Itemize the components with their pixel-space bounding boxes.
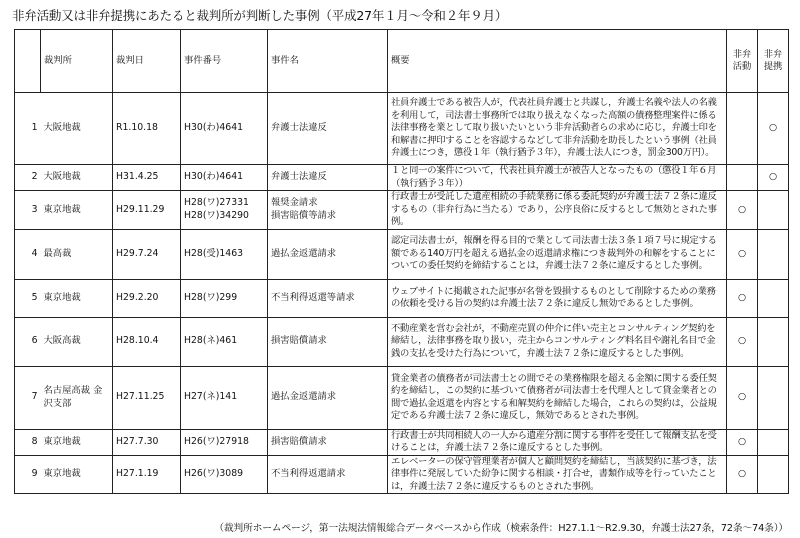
- header-case-number: 事件番号: [181, 30, 268, 93]
- alliance-mark: ○: [758, 93, 789, 165]
- table-row: [15, 191, 789, 230]
- case-number-cell: [181, 191, 268, 230]
- activity-mark: ○: [727, 191, 758, 230]
- table-row: [15, 165, 789, 191]
- case-name: 損害賠償等請求: [271, 209, 337, 221]
- activity-mark: ○: [727, 317, 758, 366]
- case-summary: 不動産業を営む会社が，不動産売買の仲介に伴い売主とコンサルティング契約を締結し，法律事務を取り扱い，売主からコンサルティング料名目や謝礼名目で金銭の支払を受けた行為について，弁護士法７２条に違反するとした事例。: [388, 317, 727, 366]
- case-name: 不当利得返還請求: [271, 468, 346, 479]
- row-number: 2: [15, 165, 41, 191]
- court-name: 名古屋高裁 金沢支部: [41, 366, 113, 429]
- case-summary: 社員弁護士である被告人が，代表社員弁護士と共謀し，弁護士名義や法人の名義を利用して，司法書士事務所では取り扱えなくなった高額の債務整理案件に係る法律事務を業として取り扱いたいという非弁活動者らの求めに応じ，弁護士印を和解書に押印することを容認するなどして非弁活動を助長したという事例（社員弁護士につき，懲役１年（執行猶予３年），弁護士法人につき，罰金300万円）。: [388, 93, 727, 165]
- case-number-cell: [181, 279, 268, 317]
- table-row: [15, 229, 789, 279]
- case-number: H28(受)1463: [184, 247, 244, 259]
- alliance-mark: [758, 455, 789, 494]
- header-court: 裁判所: [41, 30, 113, 93]
- case-number: H28(ワ)299: [184, 291, 238, 303]
- table-row: [15, 317, 789, 366]
- case-name: 過払金返還請求: [271, 247, 337, 259]
- case-number: H26(ワ)3089: [184, 468, 244, 479]
- row-number: 4: [15, 229, 41, 279]
- court-name: 東京地裁: [41, 191, 113, 230]
- decision-date: H28.10.4: [113, 317, 181, 366]
- court-name: 東京地裁: [41, 429, 113, 455]
- header-alliance: [758, 30, 789, 93]
- court-name: 大阪地裁: [41, 165, 113, 191]
- court-name: 大阪高裁: [41, 317, 113, 366]
- row-number: 5: [15, 279, 41, 317]
- activity-mark: [727, 93, 758, 165]
- case-name: 過払金返還請求: [271, 391, 337, 403]
- case-number: H28(ワ)27331: [184, 197, 249, 209]
- header-alliance-line1: 非弁: [763, 48, 783, 60]
- case-number: H27(ネ)141: [184, 391, 238, 403]
- case-table: [14, 29, 789, 494]
- case-name-cell: [268, 229, 388, 279]
- case-number-cell: [181, 229, 268, 279]
- row-number: 3: [15, 191, 41, 230]
- case-name-cell: [268, 279, 388, 317]
- row-number: 7: [15, 366, 41, 429]
- header-summary: 概要: [388, 30, 727, 93]
- case-name: 報奨金請求: [271, 197, 318, 209]
- decision-date: H27.1.19: [113, 455, 181, 494]
- activity-mark: ○: [727, 366, 758, 429]
- alliance-mark: [758, 279, 789, 317]
- case-number: H26(ワ)27918: [184, 435, 249, 447]
- page-title: 非弁活動又は非弁提携にあたると裁判所が判断した事例（平成27年１月〜令和２年９月）: [12, 8, 508, 23]
- case-name: 不当利得返還等請求: [271, 291, 355, 303]
- header-number: [15, 30, 41, 93]
- case-summary: 行政書士が受託した遺産相続の手続業務に係る委託契約が弁護士法７２条に違反するもの（非弁行為に当たる）であり，公序良俗に反するとして無効とされた事例。: [388, 191, 727, 230]
- case-name-cell: [268, 429, 388, 455]
- decision-date: H29.7.24: [113, 229, 181, 279]
- activity-mark: ○: [727, 455, 758, 494]
- activity-mark: ○: [727, 229, 758, 279]
- row-number: 8: [15, 429, 41, 455]
- alliance-mark: ○: [758, 165, 789, 191]
- case-number: H30(わ)4641: [184, 122, 244, 134]
- decision-date: R1.10.18: [113, 93, 181, 165]
- row-number: 9: [15, 455, 41, 494]
- decision-date: H29.11.29: [113, 191, 181, 230]
- table-row: [15, 93, 789, 165]
- alliance-mark: [758, 429, 789, 455]
- court-name: 最高裁: [41, 229, 113, 279]
- decision-date: H27.7.30: [113, 429, 181, 455]
- case-summary: ウェブサイトに掲載された記事が名誉を毀損するものとして削除するための業務の依頼を受ける旨の契約は弁護士法７２条に違反し無効であるとした事例。: [388, 279, 727, 317]
- case-number: H30(わ)4641: [184, 171, 244, 183]
- case-name: 損害賠償請求: [271, 435, 327, 447]
- case-number: H28(ワ)34290: [184, 209, 249, 221]
- case-name-cell: [268, 191, 388, 230]
- table-row: [15, 366, 789, 429]
- case-name: 弁護士法違反: [271, 122, 327, 134]
- case-name-cell: [268, 93, 388, 165]
- table-header-row: [15, 30, 789, 93]
- case-summary: 行政書士が共同相続人の一人から遺産分割に関する事件を受任して報酬支払を受けることは，弁護士法７２条に違反するとした事例。: [388, 429, 727, 455]
- decision-date: H27.11.25: [113, 366, 181, 429]
- header-date: 裁判日: [113, 30, 181, 93]
- header-activity-line1: 非弁: [732, 48, 752, 60]
- table-row: [15, 455, 789, 494]
- court-name: 大阪地裁: [41, 93, 113, 165]
- case-number-cell: [181, 429, 268, 455]
- alliance-mark: [758, 191, 789, 230]
- activity-mark: ○: [727, 429, 758, 455]
- case-name: 損害賠償請求: [271, 335, 327, 347]
- table-row: [15, 429, 789, 455]
- case-number-cell: [181, 455, 268, 494]
- header-activity-line2: 活動: [732, 61, 752, 72]
- decision-date: H29.2.20: [113, 279, 181, 317]
- case-name-cell: [268, 317, 388, 366]
- case-number-cell: [181, 93, 268, 165]
- activity-mark: ○: [727, 279, 758, 317]
- alliance-mark: [758, 366, 789, 429]
- case-number-cell: [181, 165, 268, 191]
- case-name-cell: [268, 165, 388, 191]
- case-number: H28(ネ)461: [184, 335, 238, 347]
- court-name: 東京地裁: [41, 455, 113, 494]
- row-number: 6: [15, 317, 41, 366]
- header-case-name: 事件名: [268, 30, 388, 93]
- activity-mark: [727, 165, 758, 191]
- alliance-mark: [758, 317, 789, 366]
- header-activity: [727, 30, 758, 93]
- case-summary: エレベーターの保守管理業者が個人と顧問契約を締結し，当該契約に基づき，法律事件に発展していた紛争に関する相談・打合せ，書類作成等を行っていたことは，弁護士法７２条に違反するものとされた事例。: [388, 455, 727, 494]
- case-name-cell: [268, 455, 388, 494]
- decision-date: H31.4.25: [113, 165, 181, 191]
- case-summary: 貸金業者の債務者が司法書士との間でその業務権限を超える金額に関する委任契約を締結し，この契約に基づいて債務者が司法書士を代理人として貸金業者との間で過払金返還を内容とする和解契約を締結した場合，これらの契約は，公益規定である弁護士法７２条に違反し，無効であるとされた事例。: [388, 366, 727, 429]
- source-footnote: （裁判所ホームページ，第一法規法情報総合データベースから作成（検索条件：H27.1.1〜R2.9.30，弁護士法27条，72条〜74条））: [214, 523, 788, 534]
- case-summary: １と同一の案件について，代表社員弁護士が被告人となったもの（懲役１年６月（執行猶予３年））: [388, 165, 727, 191]
- case-number-cell: [181, 317, 268, 366]
- row-number: 1: [15, 93, 41, 165]
- case-name-cell: [268, 366, 388, 429]
- alliance-mark: [758, 229, 789, 279]
- header-alliance-line2: 提携: [763, 61, 783, 72]
- table-row: [15, 279, 789, 317]
- case-name: 弁護士法違反: [271, 171, 327, 183]
- case-summary: 認定司法書士が，報酬を得る目的で業として司法書士法３条１項７号に規定する額である140万円を超える過払金の返還請求権につき裁判外の和解をすることについての委任契約を締結することは，弁護士法７２条に違反するとした事例。: [388, 229, 727, 279]
- court-name: 東京地裁: [41, 279, 113, 317]
- case-number-cell: [181, 366, 268, 429]
